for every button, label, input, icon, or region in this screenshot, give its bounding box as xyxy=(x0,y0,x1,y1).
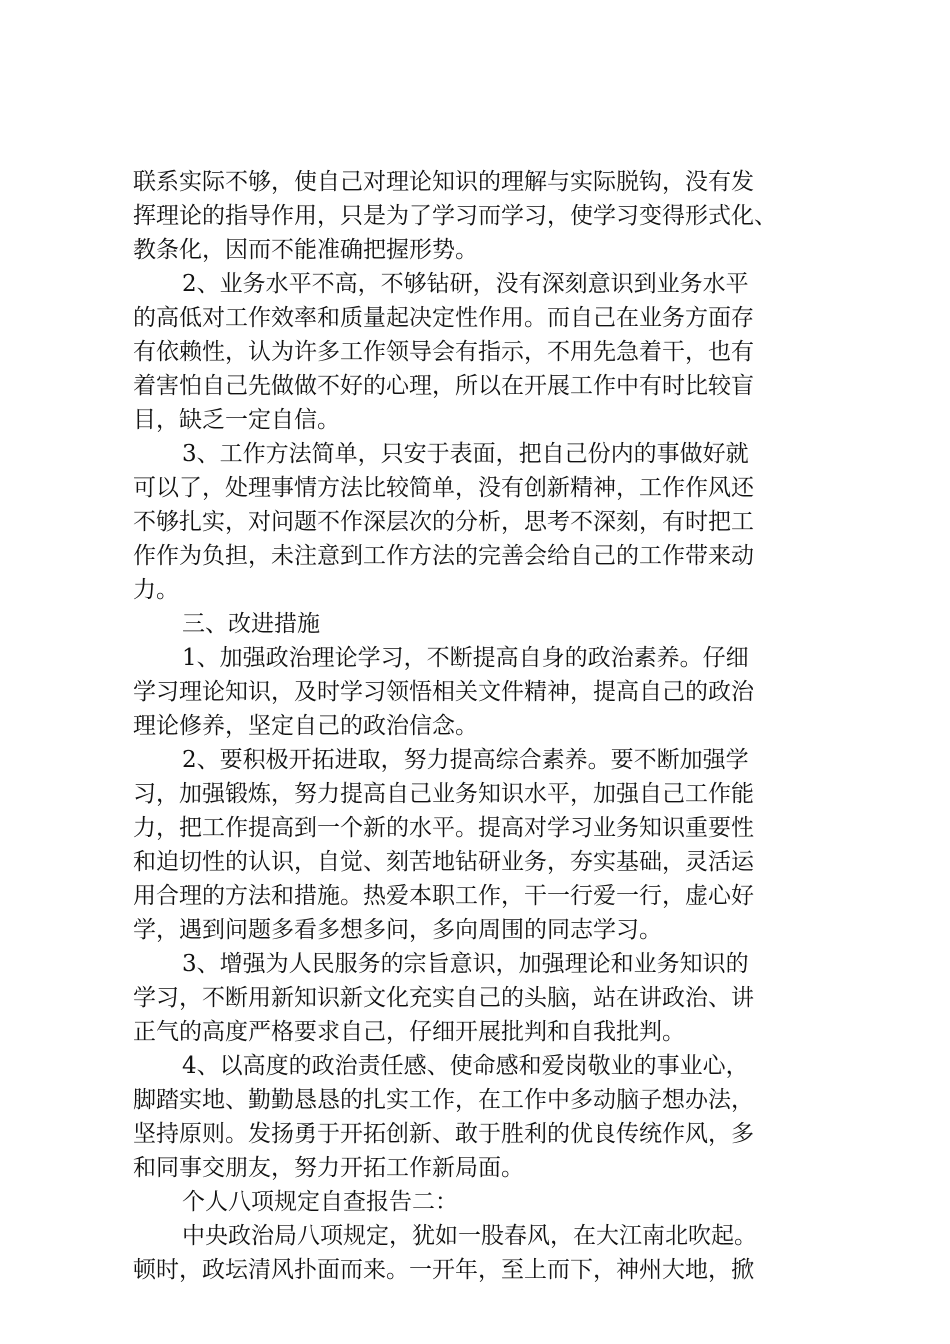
text-line: 坚持原则。发扬勇于开拓创新、敢于胜利的优良传统作风，多 xyxy=(133,1121,754,1147)
text-line: 不够扎实，对问题不作深层次的分析，思考不深刻，有时把工 xyxy=(133,509,754,535)
text-line: 力，把工作提高到一个新的水平。提高对学习业务知识重要性 xyxy=(133,815,754,841)
text-line: 可以了，处理事情方法比较简单，没有创新精神，工作作风还 xyxy=(133,475,754,501)
text-line: 作作为负担，未注意到工作方法的完善会给自己的工作带来动 xyxy=(133,543,754,569)
text-line: 着害怕自己先做做不好的心理，所以在开展工作中有时比较盲 xyxy=(133,373,754,399)
text-line: 顿时，政坛清风扑面而来。一开年，至上而下，神州大地，掀 xyxy=(133,1257,754,1283)
text-line: 1、加强政治理论学习，不断提高自身的政治素养。仔细 xyxy=(182,645,749,671)
text-line: 正气的高度严格要求自己，仔细开展批判和自我批判。 xyxy=(133,1019,685,1045)
text-line: 中央政治局八项规定，犹如一股春风，在大江南北吹起。 xyxy=(182,1223,757,1249)
text-line: 脚踏实地、勤勤恳恳的扎实工作，在工作中多动脑子想办法， xyxy=(133,1087,754,1113)
text-line: 力。 xyxy=(133,577,179,603)
text-line: 2、业务水平不高，不够钻研，没有深刻意识到业务水平 xyxy=(182,271,749,297)
text-line: 用合理的方法和措施。热爱本职工作，干一行爱一行，虚心好 xyxy=(133,883,754,909)
text-line: 学，遇到问题多看多想多问，多向周围的同志学习。 xyxy=(133,917,662,943)
body-text xyxy=(133,165,833,1287)
text-line: 3、工作方法简单，只安于表面，把自己份内的事做好就 xyxy=(182,441,749,467)
text-line: 和迫切性的认识，自觉、刻苦地钻研业务，夯实基础，灵活运 xyxy=(133,849,754,875)
text-line: 习，加强锻炼，努力提高自己业务知识水平，加强自己工作能 xyxy=(133,781,754,807)
text-line: 的高低对工作效率和质量起决定性作用。而自己在业务方面存 xyxy=(133,305,754,331)
text-line: 目，缺乏一定自信。 xyxy=(133,407,340,433)
text-line: 3、增强为人民服务的宗旨意识，加强理论和业务知识的 xyxy=(182,951,749,977)
text-line: 学习，不断用新知识新文化充实自己的头脑，站在讲政治、讲 xyxy=(133,985,754,1011)
text-line: 和同事交朋友，努力开拓工作新局面。 xyxy=(133,1155,524,1181)
text-line: 个人八项规定自查报告二： xyxy=(182,1189,458,1215)
text-line: 2、要积极开拓进取，努力提高综合素养。要不断加强学 xyxy=(182,747,749,773)
text-line: 联系实际不够，使自己对理论知识的理解与实际脱钩，没有发 xyxy=(133,169,754,195)
text-line: 三、改进措施 xyxy=(182,611,320,637)
text-line: 挥理论的指导作用，只是为了学习而学习，使学习变得形式化、 xyxy=(133,203,777,229)
text-line: 理论修养，坚定自己的政治信念。 xyxy=(133,713,478,739)
text-line: 4、以高度的政治责任感、使命感和爱岗敬业的事业心， xyxy=(182,1053,749,1079)
text-line: 教条化，因而不能准确把握形势。 xyxy=(133,237,478,263)
text-line: 有依赖性，认为许多工作领导会有指示，不用先急着干，也有 xyxy=(133,339,754,365)
text-line: 学习理论知识，及时学习领悟相关文件精神，提高自己的政治 xyxy=(133,679,754,705)
